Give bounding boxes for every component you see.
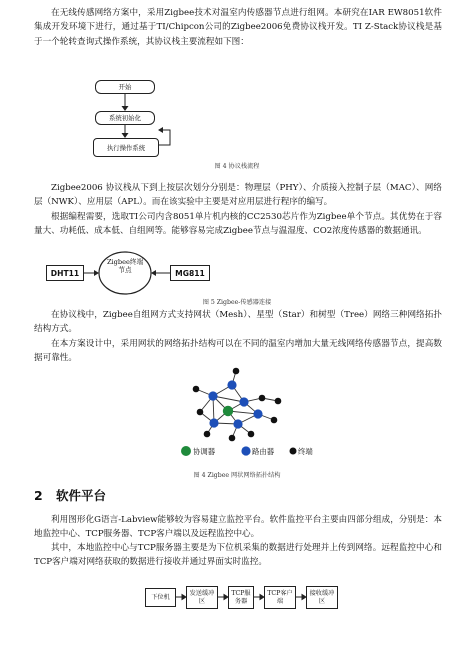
paragraph-mesh-choice: 在本方案设计中，采用网状的网络拓扑结构可以在不同的温室内增加大量无线网络传感器节点，提高数据可靠性。 (34, 339, 442, 364)
flow-step-init: 系统初始化 (95, 111, 155, 125)
flow-step-run-os: 执行操作系统 (93, 138, 159, 157)
figure5-caption: 图 5 Zigbee-传感器连接 (202, 299, 272, 306)
flow-box-lower-computer: 下位机 (145, 588, 176, 607)
flow-box-receive-buffer: 接收缓冲区 (306, 586, 338, 609)
flow-box-tcp-server: TCP服务器 (228, 586, 254, 609)
section-title: 软件平台 (56, 488, 107, 503)
figure4-caption: 图 4 协议栈流程 (214, 163, 260, 170)
section-number: 2 (34, 488, 43, 503)
paragraph-topology: 在协议栈中，Zigbee自组网方式支持网状（Mesh）、星型（Star）和树型（Tree）网络三种网络拓扑结构方式。 (34, 310, 442, 335)
sensor-dht11: DHT11 (46, 265, 84, 281)
legend-coordinator: 协调器 (193, 447, 216, 456)
flow-box-send-buffer: 发送缓冲区 (186, 586, 218, 609)
legend-router: 路由器 (252, 447, 275, 456)
paragraph-intro: 在无线传感网络方案中，采用Zigbee技术对温室内传感器节点进行组网。本研究在IAR EW8051软件集成开发环境下进行，通过基于TI/Chipcon公司的Zigbee2006免费协议栈开发。TI Z-Stack协议栈是基于一个轮转查询式操作系统，其协议栈主要流程如下图： (34, 8, 442, 47)
sensor-mg811: MG811 (170, 265, 210, 281)
paragraph-labview: 利用图形化G语言-Labview能够较为容易建立监控平台。软件监控平台主要由四部分组成，分别是：本地监控中心、TCP服务器、TCP客户端以及远程监控中心。 (34, 515, 442, 540)
paragraph-cc2530: 根据编程需要，选取TI公司内含8051单片机内核的CC2530芯片作为Zigbee单个节点。其优势在于容量大、功耗低、成本低、自组网等。能够容易完成Zigbee节点与温湿度、CO2浓度传感器的数据通讯。 (34, 212, 442, 237)
legend-end-device: 终端 (298, 447, 313, 456)
flow-step-start: 开始 (95, 80, 155, 94)
paragraph-monitoring: 其中，本地监控中心与TCP服务器主要是为下位机采集的数据进行处理并上传到网络。远程监控中心和TCP客户端对网络获取的数据进行接收并通过界面实时监控。 (34, 543, 442, 568)
mesh-figure-caption: 图 4 Zigbee 网状网络拓扑结构 (193, 472, 281, 479)
zigbee-end-node-label: Zigbee终端节点 (106, 258, 144, 275)
paragraph-protocol-layers: Zigbee2006 协议栈从下到上按层次划分分别是：物理层（PHY）、介质接入控制子层（MAC）、网络层（NWK）、应用层（APL）。而在该实验中主要是对应用层进行程序的编写。 (34, 183, 442, 208)
flow-box-tcp-client: TCP客户端 (264, 586, 296, 609)
